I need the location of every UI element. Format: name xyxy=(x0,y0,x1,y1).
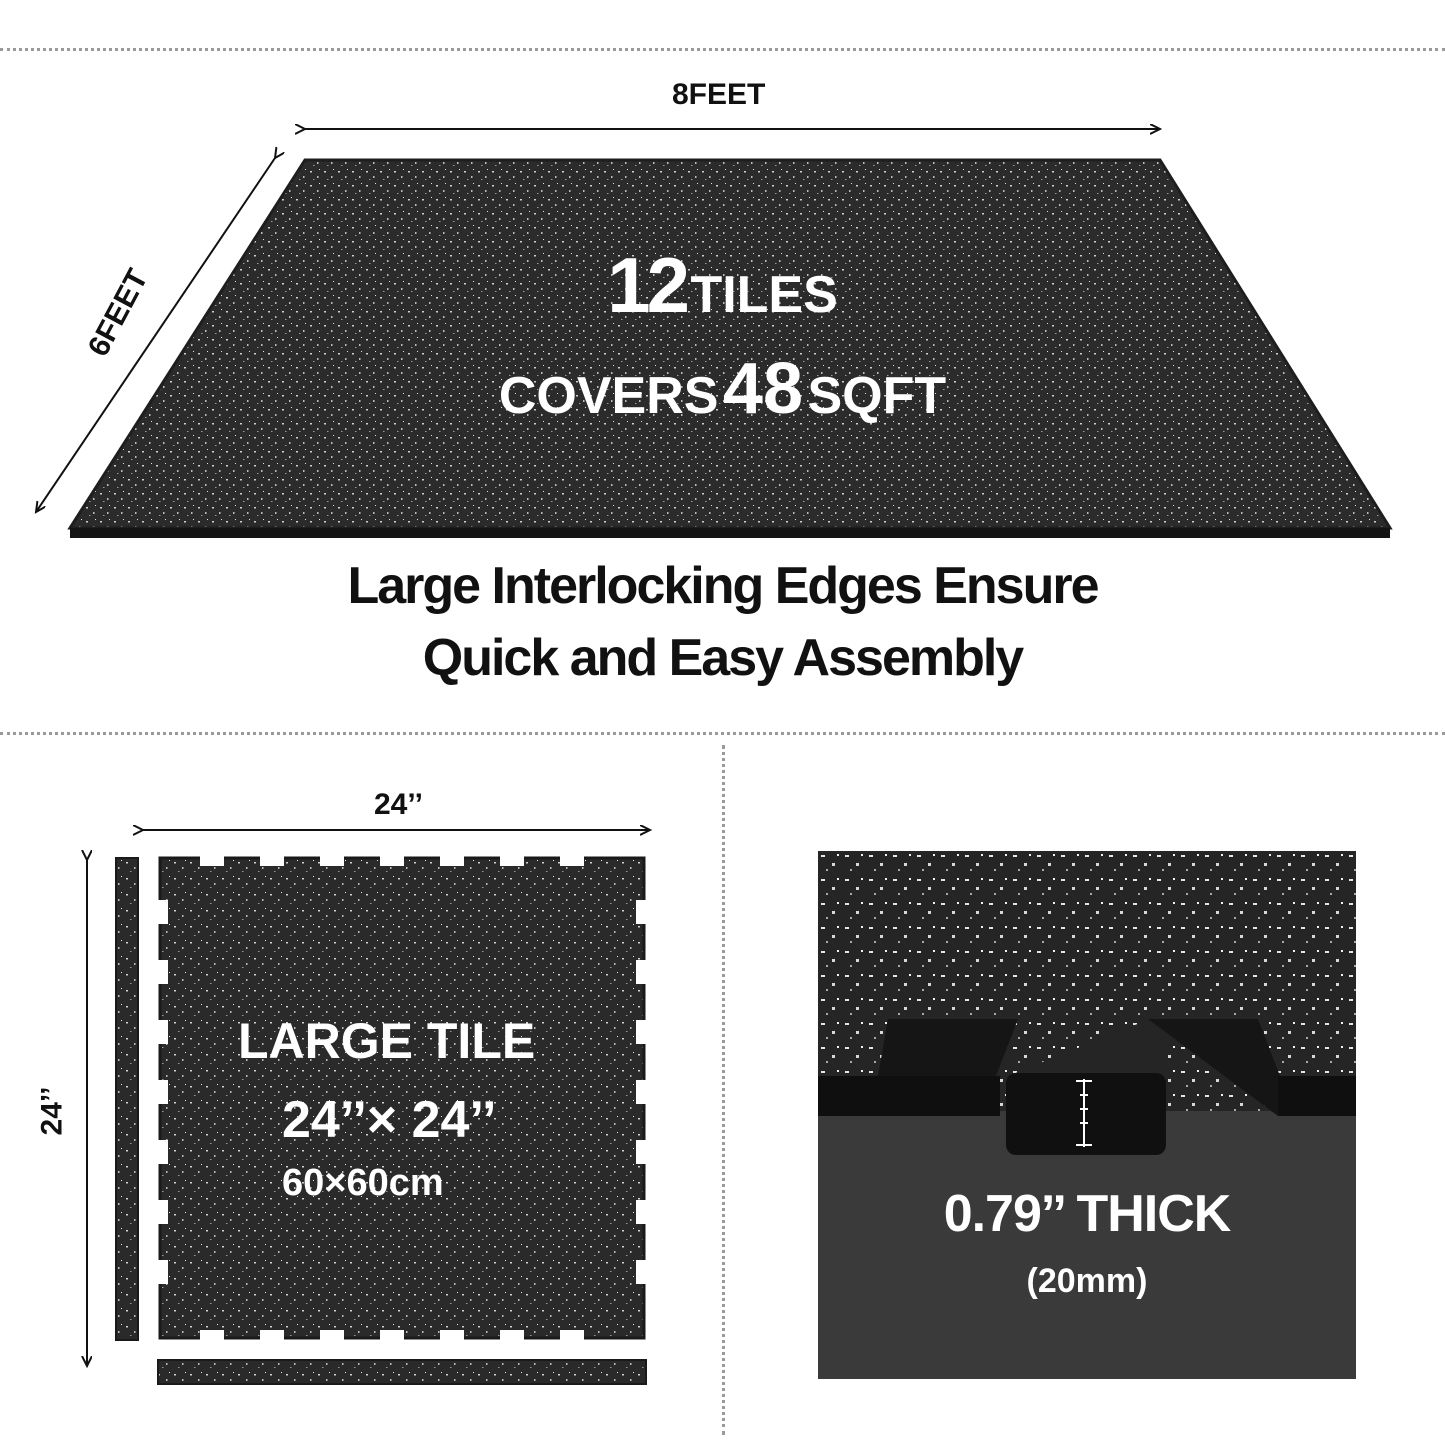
floor-mat-edge xyxy=(70,528,1390,538)
separator-vertical xyxy=(722,745,725,1435)
interlock-tab-front xyxy=(1006,1073,1166,1155)
coverage-text xyxy=(0,348,1445,430)
caption-line-1: Large Interlocking Edges Ensure xyxy=(347,557,1098,615)
tile-height-label: 24’’ xyxy=(35,1086,69,1136)
thickness-metric: (20mm) xyxy=(1026,1262,1148,1300)
tile-border-strip-bottom xyxy=(158,1360,646,1384)
tile-count xyxy=(0,240,1445,331)
floor-mat-large xyxy=(70,160,1390,528)
tile-width-label: 24’’ xyxy=(374,788,423,821)
tile-border-strip-left xyxy=(116,858,138,1340)
coverage-number: 48 xyxy=(722,349,804,429)
tile-size-cm: 60×60cm xyxy=(282,1162,444,1204)
coverage-unit: SQFT xyxy=(807,367,947,425)
separator-middle xyxy=(0,732,1445,735)
tile-size-inches: 24’’× 24’’ xyxy=(282,1091,497,1149)
tile-count-number: 12 xyxy=(607,241,686,329)
caption-line-2: Quick and Easy Assembly xyxy=(422,629,1023,687)
height-dimension-label: 6FEET xyxy=(81,263,155,362)
width-dimension-label: 8FEET xyxy=(672,78,766,111)
tile-count-unit: TILES xyxy=(690,266,838,324)
tile-title: LARGE TILE xyxy=(238,1013,536,1069)
coverage-prefix: COVERS xyxy=(498,367,719,425)
thickness-value: 0.79’’ THICK xyxy=(943,1185,1231,1243)
